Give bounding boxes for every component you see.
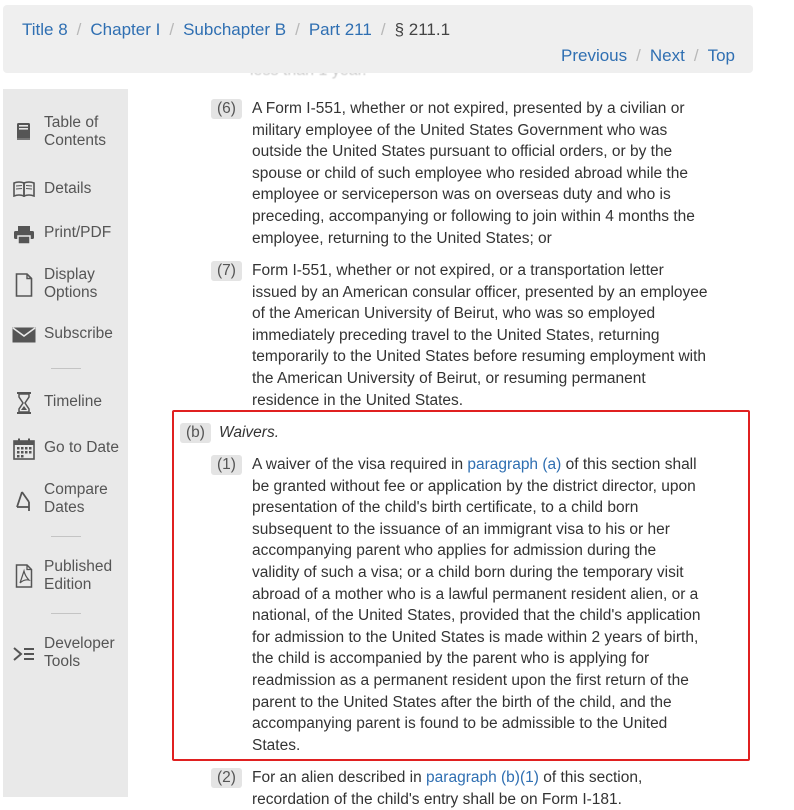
- sidebar: [3, 89, 128, 797]
- text-line: parent to the United States after the birth of the child, and the: [252, 693, 672, 711]
- text-line: accompanying parent is found to be admissible to the United: [252, 715, 668, 733]
- paragraph-a-link[interactable]: paragraph (a): [467, 456, 562, 473]
- text-line: issued by an American consular officer, presented by an employee: [252, 283, 708, 301]
- text-line: residence in the United States.: [252, 391, 464, 409]
- developer-icon: [12, 642, 36, 666]
- sidebar-item-details[interactable]: [3, 177, 128, 201]
- sidebar-item-timeline[interactable]: [3, 390, 128, 414]
- text-fragment: of this section shall: [561, 456, 697, 473]
- sidebar-item-display-options[interactable]: [3, 265, 128, 305]
- text-line: A Form I-551, whether or not expired, presented by a civilian or: [252, 100, 685, 117]
- paragraph-6-text: [252, 98, 742, 249]
- previous-link[interactable]: Previous: [561, 46, 628, 65]
- sidebar-item-go-to-date[interactable]: [3, 436, 128, 460]
- paragraph-number: (6): [211, 99, 242, 119]
- calendar-icon: [12, 437, 36, 461]
- sidebar-item-label: Display: [44, 266, 95, 283]
- breadcrumb-separator: /: [295, 20, 300, 39]
- pager-separator: /: [636, 46, 641, 65]
- sidebar-item-label: Contents: [44, 132, 107, 149]
- text-line: outside the United States pursuant to official orders, or by the: [252, 143, 673, 161]
- text-line: validity of such a visa; or a child born during the temporary visit: [252, 563, 684, 581]
- text-line: States.: [252, 736, 301, 754]
- text-line: the American University of Beirut, or resuming permanent: [252, 369, 646, 387]
- text-fragment: For an alien described in: [252, 769, 427, 786]
- breadcrumb-chapter[interactable]: Chapter I: [90, 20, 161, 39]
- text-line: temporarily to the United States before resuming employment with: [252, 348, 707, 366]
- sidebar-item-label: Go to Date: [44, 439, 119, 456]
- text-line: accompanying parent who applies for admission during the: [252, 542, 657, 560]
- sidebar-item-published-edition[interactable]: [3, 557, 128, 597]
- printer-icon: [12, 223, 36, 247]
- text-line: employee, returning to the United States; or: [252, 229, 552, 247]
- sidebar-item-label: Published: [44, 558, 113, 575]
- text-line: [252, 767, 746, 789]
- sidebar-item-print-pdf[interactable]: [3, 221, 128, 245]
- pager-separator: /: [693, 46, 699, 65]
- breadcrumb-separator: /: [380, 20, 386, 39]
- text-line: of the American University of Beirut, who was so employed: [252, 305, 656, 323]
- sidebar-item-label: Timeline: [44, 393, 102, 410]
- text-line: national, of the United States, provided that the child's application: [252, 607, 701, 625]
- sidebar-item-label: Table of: [44, 114, 99, 131]
- sidebar-item-label: Details: [44, 180, 92, 197]
- text-line: spouse or child of such employee who resided abroad while the: [252, 164, 688, 182]
- sidebar-item-label: Subscribe: [44, 325, 113, 342]
- top-link[interactable]: Top: [707, 46, 735, 65]
- compare-icon: [12, 489, 36, 513]
- text-line: abroad of a mother who is a lawful permanent resident alien, or a: [252, 585, 699, 603]
- text-line: employee or serviceperson was on overseas duty and who is: [252, 186, 671, 204]
- text-line: Form I-551, whether or not expired, or a transportation letter: [252, 262, 664, 279]
- page-icon: [12, 273, 36, 297]
- text-line: presentation of the child's birth certificate, to a child born: [252, 499, 639, 517]
- text-line: for admission to the United States is made within 2 years of birth,: [252, 628, 699, 646]
- hourglass-icon: [12, 391, 36, 415]
- text-fragment: of this section,: [538, 769, 643, 786]
- breadcrumb-separator: /: [169, 20, 175, 39]
- section-pager: [561, 46, 735, 66]
- paragraph-b2-text: [252, 767, 746, 810]
- paragraph-b1-link[interactable]: paragraph (b)(1): [426, 769, 539, 786]
- text-line: military employee of the United States Government who was: [252, 121, 668, 139]
- sidebar-item-label: Print/PDF: [44, 224, 112, 241]
- envelope-icon: [12, 323, 36, 347]
- open-book-icon: [12, 177, 36, 201]
- paragraph-number: (b): [180, 423, 211, 443]
- text-line: recordation of the child's entry shall be on Form I-181.: [252, 790, 622, 808]
- top-navigation-bar: [3, 5, 753, 73]
- book-icon: [12, 120, 36, 144]
- sidebar-divider: [51, 368, 81, 369]
- breadcrumb-current-section: § 211.1: [394, 20, 451, 39]
- breadcrumb-subchapter[interactable]: Subchapter B: [183, 20, 287, 39]
- paragraph-number: (7): [211, 261, 242, 281]
- text-line: immediately preceding travel to the United States, returning: [252, 326, 660, 344]
- sidebar-divider: [51, 536, 81, 537]
- paragraph-b1-text: [252, 454, 746, 756]
- paragraph-number: (1): [211, 455, 242, 475]
- text-line: [252, 454, 746, 476]
- breadcrumb-title[interactable]: Title 8: [22, 20, 68, 39]
- sidebar-item-label: Developer: [44, 635, 115, 652]
- sidebar-item-label: Compare: [44, 481, 108, 498]
- pdf-icon: [12, 564, 36, 588]
- sidebar-item-compare-dates[interactable]: [3, 480, 128, 520]
- breadcrumb-part[interactable]: Part 211: [308, 20, 372, 39]
- breadcrumb-separator: /: [76, 20, 82, 39]
- paragraph-7-text: [252, 260, 742, 411]
- breadcrumb: [22, 20, 450, 40]
- text-line: subsequent to the issuance of an immigrant visa to his or her: [252, 520, 670, 538]
- sidebar-item-table-of-contents[interactable]: [3, 111, 128, 153]
- sidebar-item-label: Options: [44, 284, 98, 301]
- sidebar-item-subscribe[interactable]: [3, 322, 128, 346]
- sidebar-item-label: Dates: [44, 499, 85, 516]
- text-fragment: A waiver of the visa required in: [252, 456, 468, 473]
- next-link[interactable]: Next: [649, 46, 685, 65]
- sidebar-item-label: Edition: [44, 576, 92, 593]
- text-line: readmission as a permanent resident upon the first return of the: [252, 671, 689, 689]
- sidebar-divider: [51, 613, 81, 614]
- text-line: be granted without fee or application by the district director, upon: [252, 477, 696, 495]
- text-line: preceding, accompanying or following to join within 4 months the: [252, 207, 695, 225]
- sidebar-item-label: Tools: [44, 653, 81, 670]
- paragraph-number: (2): [211, 768, 242, 788]
- text-line: the child is accompanied by the parent who is applying for: [252, 650, 650, 668]
- paragraph-b-heading: Waivers.: [219, 424, 280, 441]
- regulation-content: [128, 89, 752, 808]
- sidebar-item-developer-tools[interactable]: [3, 634, 128, 674]
